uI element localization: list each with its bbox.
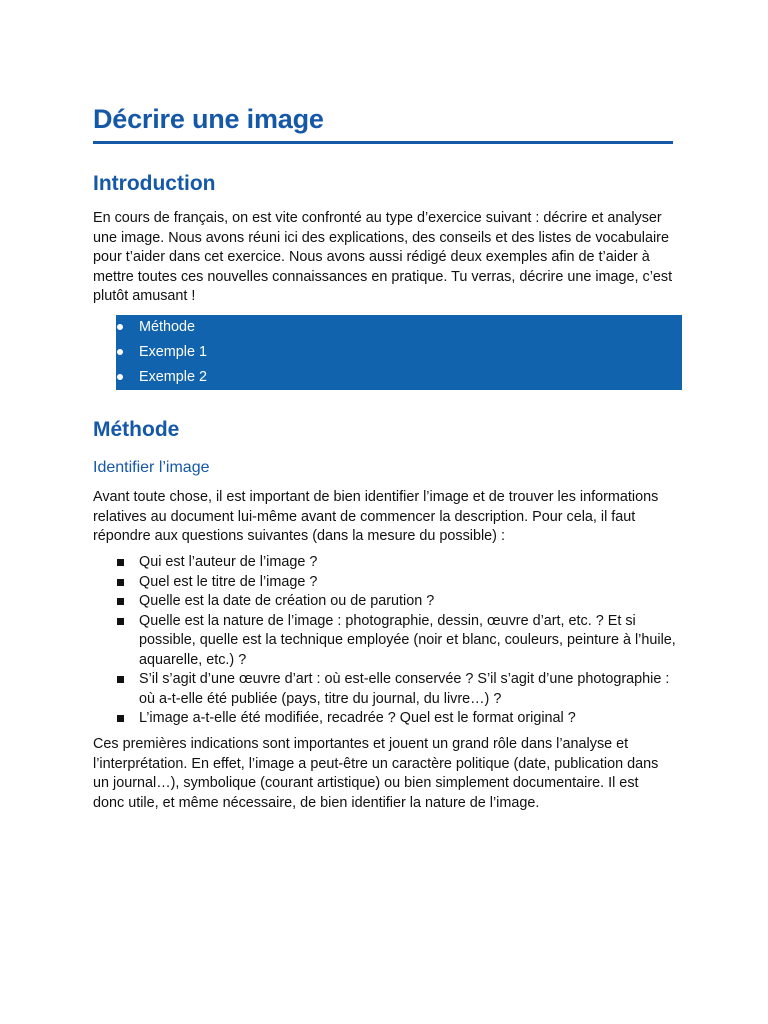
list-item — [116, 592, 676, 612]
square-bullet-icon — [117, 579, 124, 586]
bullet-icon — [117, 349, 123, 355]
methode-paragraph: Avant toute chose, il est important de bien identifier l’image et de trouver les informations relatives au document lui-même avant de commencer la description. Pour cela, il faut répondre aux questions suivantes (dans la mesure du possible) : — [93, 489, 659, 544]
toc-item-label: Méthode — [139, 319, 196, 335]
toc-item-label: Exemple 1 — [139, 344, 207, 360]
list-item-text: L’image a-t-elle été modifiée, recadrée ? Quel est le format original ? — [139, 710, 576, 726]
toc-item-exemple-1[interactable] — [116, 340, 682, 365]
page-title: Décrire une image — [93, 104, 324, 134]
introduction-paragraph: En cours de français, on est vite confronté au type d’exercice suivant : décrire et analyser une image. Nous avons réuni ici des explications, des conseils et des listes de vocabulaire pour t’aider dans cet exercice. Nous avons aussi rédigé deux exemples afin de t’aider à mettre toutes ces nouvelles connaissances en pratique. Tu verras, décrire une image, c’est plutôt amusant ! — [93, 210, 673, 304]
list-item — [116, 709, 676, 729]
list-item-text: Quel est le titre de l’image ? — [139, 573, 318, 590]
bullet-icon — [117, 374, 123, 380]
title-underline — [93, 141, 673, 144]
toc-item-label: Exemple 2 — [139, 369, 207, 385]
list-item-text: Quelle est la nature de l’image : photographie, dessin, œuvre d’art, etc. ? Et si possible, quelle est la technique employée (noir et blanc, couleurs, peinture à l’huile, aquarelle, etc.) ? — [139, 612, 676, 668]
list-item-text: Qui est l’auteur de l’image ? — [139, 554, 318, 570]
square-bullet-icon — [117, 676, 124, 683]
square-bullet-icon — [117, 618, 124, 625]
list-item — [116, 612, 676, 671]
toc-item-methode[interactable] — [116, 315, 682, 340]
identifier-image-subheading: Identifier l’image — [93, 459, 210, 476]
list-item — [116, 573, 676, 593]
questions-list — [116, 553, 676, 729]
square-bullet-icon — [117, 559, 124, 566]
table-of-contents — [116, 315, 682, 390]
introduction-heading: Introduction — [93, 172, 216, 195]
list-item — [116, 553, 676, 573]
square-bullet-icon — [117, 598, 124, 605]
closing-paragraph: Ces premières indications sont importantes et jouent un grand rôle dans l’analyse et l’interprétation. En effet, l’image a peut-être un caractère politique (date, publication dans un journal…), symbolique (courant artistique) ou bien simplement documentaire. Il est donc utile, et même nécessaire, de bien identifier la nature de l’image. — [93, 736, 659, 811]
toc-item-exemple-2[interactable] — [116, 365, 682, 390]
square-bullet-icon — [117, 715, 124, 722]
list-item-text: S’il s’agit d’une œuvre d’art : où est-elle conservée ? S’il s’agit d’une photographie : où a-t-elle été publiée (pays, titre du journal, du livre…) ? — [139, 671, 670, 707]
list-item — [116, 670, 676, 709]
bullet-icon — [117, 324, 123, 330]
methode-heading: Méthode — [93, 418, 180, 441]
list-item-text: Quelle est la date de création ou de parution ? — [139, 593, 435, 609]
